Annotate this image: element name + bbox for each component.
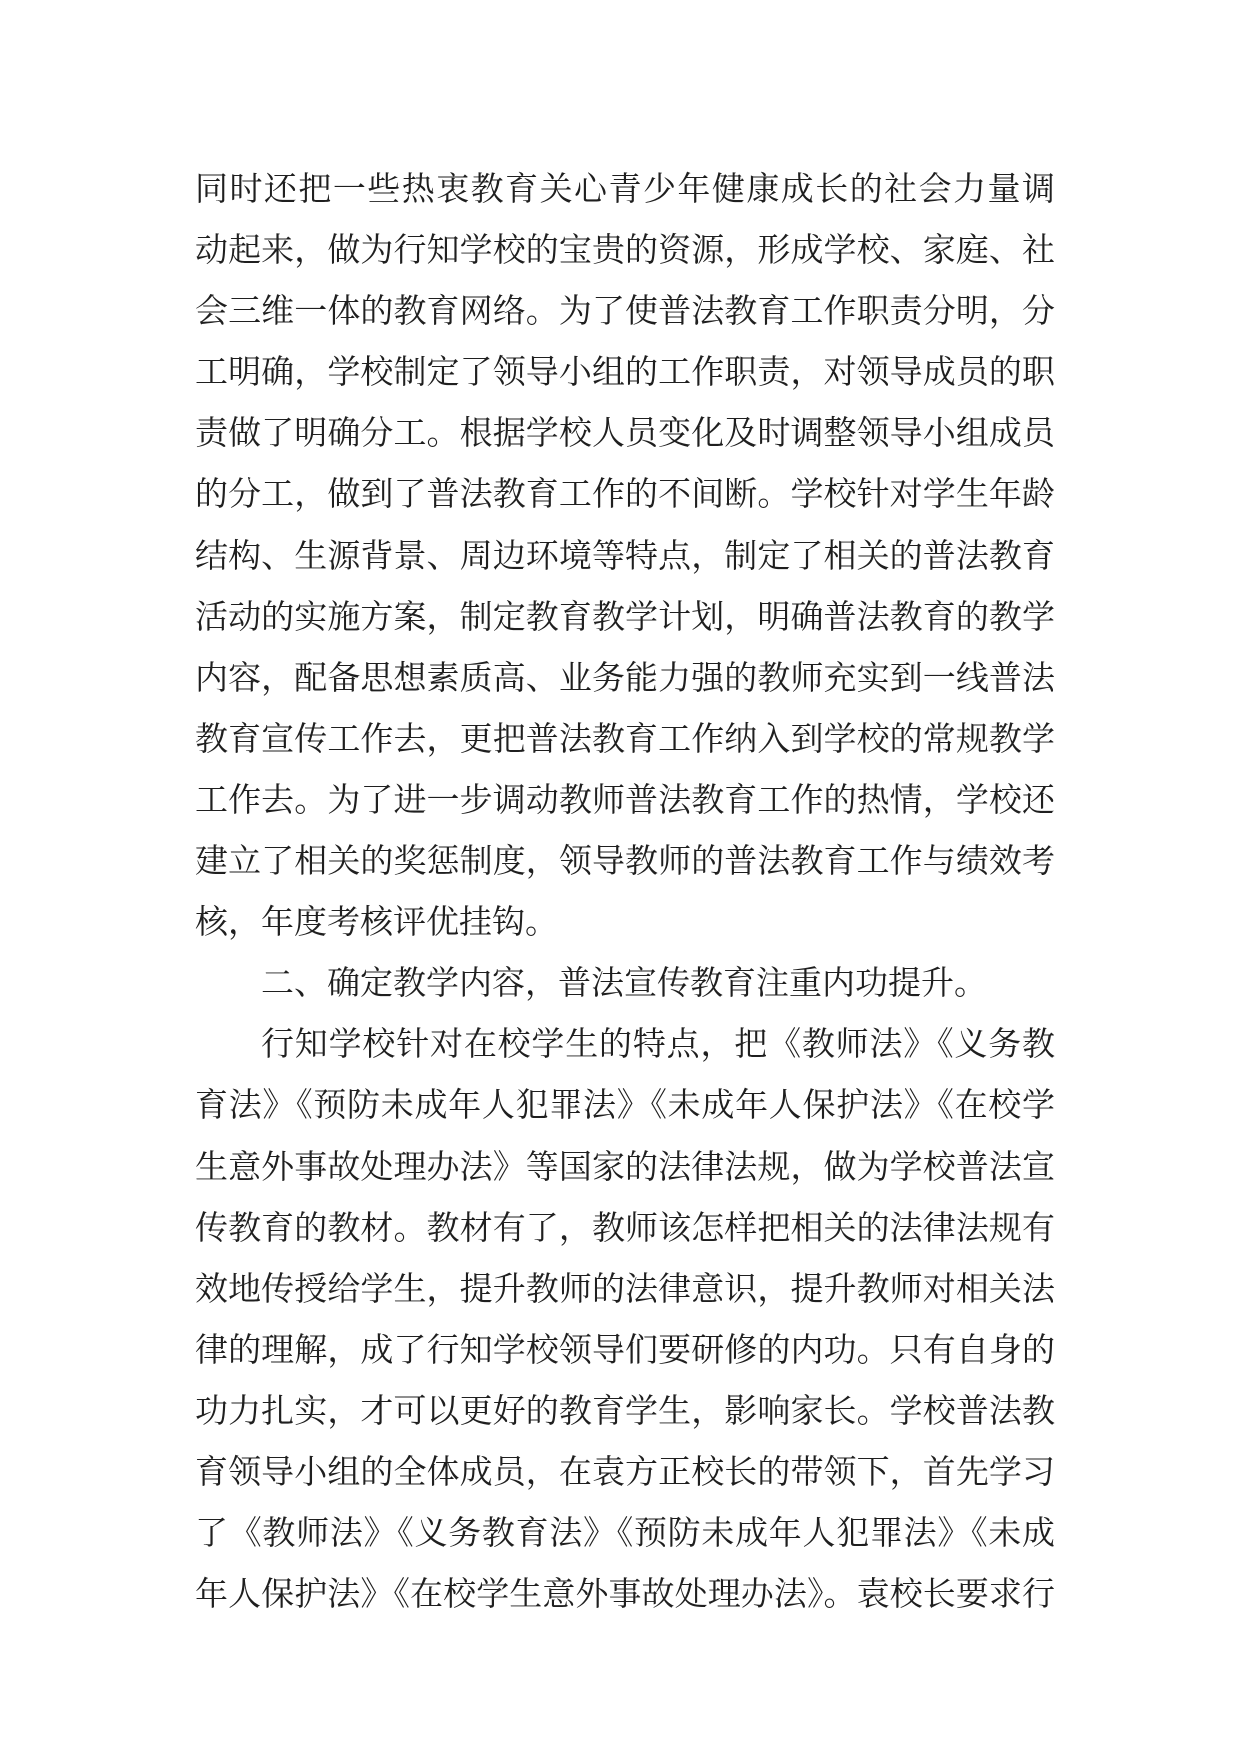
text-line: 生意外事故处理办法》等国家的法律法规，做为学校普法宣 [195,1146,1055,1186]
text-line: 育法》《预防未成年人犯罪法》《未成年人保护法》《在校学 [195,1085,1055,1125]
section-heading: 二、确定教学内容，普法宣传教育注重内功提升。 [261,963,987,1003]
text-line: 了《教师法》《义务教育法》《预防未成年人犯罪法》《未成 [195,1513,1055,1553]
text-line: 结构、生源背景、周边环境等特点，制定了相关的普法教育 [195,535,1055,575]
text-line: 活动的实施方案，制定教育教学计划，明确普法教育的教学 [195,596,1055,636]
text-line: 工作去。为了进一步调动教师普法教育工作的热情，学校还 [195,779,1055,819]
text-line: 会三维一体的教育网络。为了使普法教育工作职责分明，分 [195,291,1055,331]
text-line: 行知学校针对在校学生的特点，把《教师法》《义务教 [261,1024,1055,1064]
text-line: 功力扎实，才可以更好的教育学生，影响家长。学校普法教 [195,1390,1055,1430]
text-line: 建立了相关的奖惩制度，领导教师的普法教育工作与绩效考 [195,841,1055,881]
text-line: 律的理解，成了行知学校领导们要研修的内功。只有自身的 [195,1329,1055,1369]
text-line: 内容，配备思想素质高、业务能力强的教师充实到一线普法 [195,657,1055,697]
text-line: 教育宣传工作去，更把普法教育工作纳入到学校的常规教学 [195,718,1055,758]
text-line: 工明确，学校制定了领导小组的工作职责，对领导成员的职 [195,352,1055,392]
text-line: 动起来，做为行知学校的宝贵的资源，形成学校、家庭、社 [195,230,1055,270]
text-line: 年人保护法》《在校学生意外事故处理办法》。袁校长要求行 [195,1574,1055,1614]
text-line: 责做了明确分工。根据学校人员变化及时调整领导小组成员 [195,413,1055,453]
text-line: 传教育的教材。教材有了，教师该怎样把相关的法律法规有 [195,1207,1055,1247]
text-line: 核，年度考核评优挂钩。 [195,902,558,942]
text-line: 育领导小组的全体成员，在袁方正校长的带领下，首先学习 [195,1451,1055,1491]
text-line: 同时还把一些热衷教育关心青少年健康成长的社会力量调 [195,169,1055,208]
text-line: 的分工，做到了普法教育工作的不间断。学校针对学生年龄 [195,474,1055,514]
body-text [195,158,1055,1624]
text-line: 效地传授给学生，提升教师的法律意识，提升教师对相关法 [195,1268,1055,1308]
